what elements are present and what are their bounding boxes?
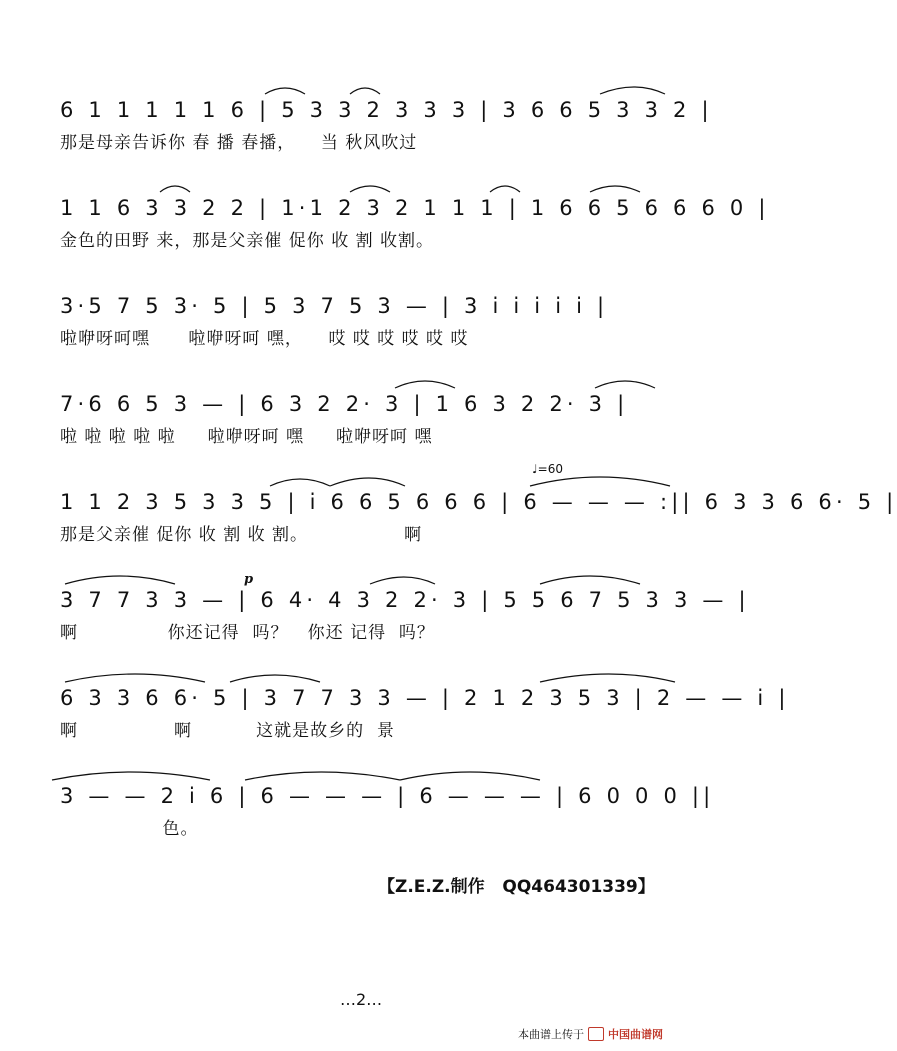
site-name[interactable]: 中国曲谱网 [608, 1028, 663, 1041]
notation-line: 7·6 6 5 3 — | 6 3 2 2· 3 | 1 6 3 2 2· 3 | [60, 392, 629, 416]
dynamic-mark: p [244, 572, 254, 587]
notation-line: 1 1 2 3 5 3 3 5 | i 6 6 5 6 6 6 | 6 — — — :|| 6 3 3 6 6· 5 | [60, 490, 897, 514]
score-system-8 [60, 778, 715, 848]
lyrics-line: 啊 你还记得 吗？ 你还 记得 吗？ [60, 623, 435, 643]
score-system-1 [60, 92, 713, 162]
score-system-2 [60, 190, 770, 260]
credit-line: 【Z.E.Z.制作 QQ464301339】 [378, 877, 655, 897]
lyrics-line: 啦 啦 啦 啦 啦 啦咿呀呵 嘿 啦咿呀呵 嘿 [60, 427, 433, 447]
site-footer [518, 1026, 663, 1042]
notation-line: 1 1 6 3 3 2 2 | 1·1 2 3 2 1 1 1 | 1 6 6 5 6 6 6 0 | [60, 196, 770, 220]
score-system-3 [60, 288, 680, 358]
tempo-mark: ♩=60 [532, 462, 563, 476]
notation-line: 3·5 7 5 3· 5 | 5 3 7 5 3 — | 3 i i i i i | [60, 294, 609, 318]
score-system-7 [60, 680, 790, 750]
score-system-4 [60, 386, 680, 456]
lyrics-line: 那是父亲催 促你 收 割 收 割。 啊 [60, 525, 423, 545]
notation-line: 6 3 3 6 6· 5 | 3 7 7 3 3 — | 2 1 2 3 5 3 | 2 — — i | [60, 686, 790, 710]
lyrics-line: 色。 [60, 819, 199, 839]
notation-line: 6 1 1 1 1 1 6 | 5 3 3 2 3 3 3 | 3 6 6 5 3 3 2 | [60, 98, 713, 122]
score-system-6 [60, 582, 750, 652]
site-logo-icon [588, 1027, 604, 1041]
notation-line: 3 7 7 3 3 — | 6 4· 4 3 2 2· 3 | 5 5 6 7 5 3 3 — | [60, 588, 750, 612]
notation-line: 3 — — 2 i 6 | 6 — — — | 6 — — — | 6 0 0 0 || [60, 784, 715, 808]
lyrics-line: 金色的田野 来，那是父亲催 促你 收 割 收割。 [60, 231, 435, 251]
score-system-5 [60, 484, 897, 554]
lyrics-line: 啊 啊 这就是故乡的 景 [60, 721, 395, 741]
lyrics-line: 那是母亲告诉你 春 播 春播， 当 秋风吹过 [60, 133, 418, 153]
lyrics-line: 啦咿呀呵嘿 啦咿呀呵 嘿， 哎 哎 哎 哎 哎 哎 [60, 329, 469, 349]
upload-text: 本曲谱上传于 [518, 1028, 584, 1041]
page-number: …2… [340, 990, 383, 1009]
